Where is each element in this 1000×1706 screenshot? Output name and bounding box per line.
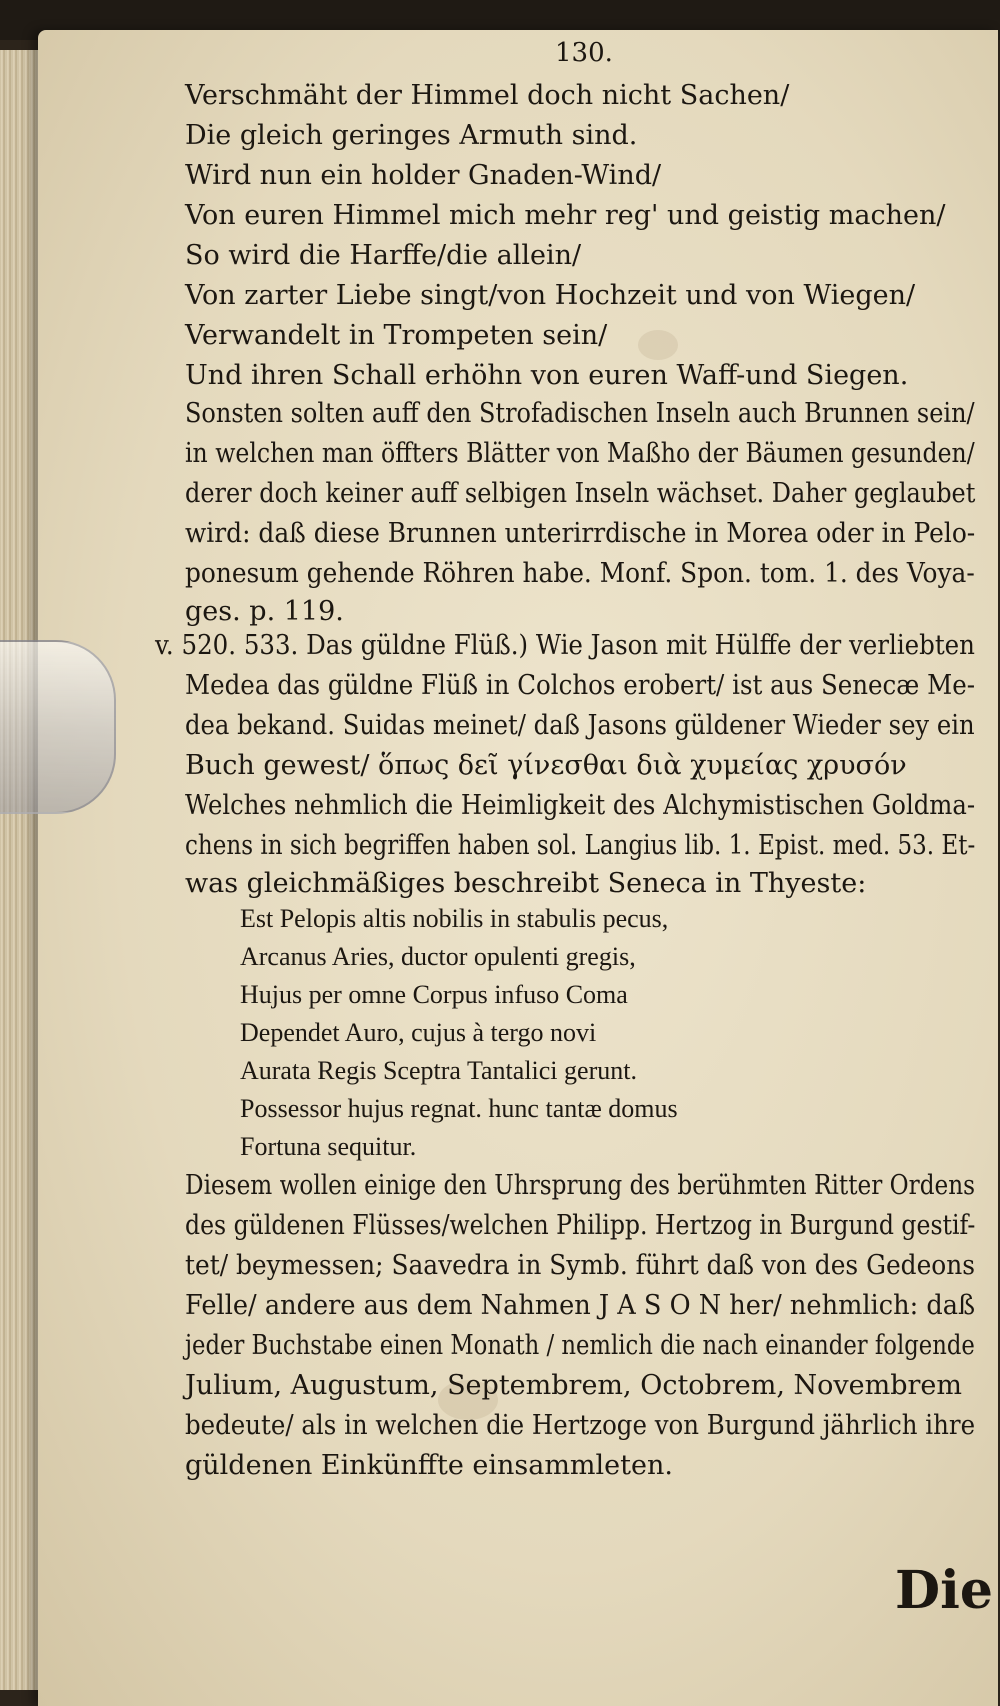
page-clip (0, 640, 116, 814)
prose-line: derer doch keiner auff selbigen Inseln wächset. Daher geglaubet (185, 478, 976, 509)
prose-line: Felle/ andere aus dem Nahmen J A S O N her/ nehmlich: daß (185, 1290, 976, 1321)
page-number: 130. (555, 38, 613, 68)
prose-line: jeder Buchstabe einen Monath / nemlich die nach einander folgende (185, 1330, 975, 1361)
latin-verse-line: Possessor hujus regnat. hunc tantæ domus (240, 1094, 678, 1123)
prose-line: Medea das güldne Flüß in Colchos erobert/ ist aus Senecæ Me- (185, 670, 976, 701)
prose-line: was gleichmäßiges beschreibt Seneca in Thyeste: (185, 868, 867, 899)
prose-line: ges. p. 119. (185, 596, 344, 627)
catchword: Die (895, 1560, 993, 1621)
prose-line: güldenen Einkünffte einsammleten. (185, 1450, 673, 1481)
poem-line: Und ihren Schall erhöhn von euren Waff-und Siegen. (185, 360, 909, 391)
latin-verse-line: Hujus per omne Corpus infuso Coma (240, 980, 628, 1009)
prose-line: chens in sich begriffen haben sol. Langius lib. 1. Epist. med. 53. Et- (185, 830, 976, 861)
prose-line: dea bekand. Suidas meinet/ daß Jasons güldener Wieder sey ein (185, 710, 975, 741)
prose-line: Sonsten solten auff den Strofadischen Inseln auch Brunnen sein/ (185, 398, 975, 429)
paper-stain (638, 330, 678, 360)
poem-line: Verschmäht der Himmel doch nicht Sachen/ (185, 80, 790, 111)
prose-line: wird: daß diese Brunnen unterirrdische in Morea oder in Pelo- (185, 518, 976, 549)
poem-line: Wird nun ein holder Gnaden-Wind/ (185, 160, 662, 191)
prose-line: ponesum gehende Röhren habe. Monf. Spon. tom. 1. des Voya- (185, 558, 975, 589)
latin-verse-line: Fortuna sequitur. (240, 1132, 417, 1161)
prose-line: Welches nehmlich die Heimligkeit des Alchymistischen Goldma- (185, 790, 976, 821)
poem-line: So wird die Harffe/die allein/ (185, 240, 582, 271)
prose-line: des güldenen Flüsses/welchen Philipp. Hertzog in Burgund gestif- (185, 1210, 976, 1241)
prose-line: Julium, Augustum, Septembrem, Octobrem, Novembrem (185, 1370, 962, 1401)
poem-line: Die gleich geringes Armuth sind. (185, 120, 638, 151)
poem-line: Von euren Himmel mich mehr reg' und geistig machen/ (185, 200, 946, 231)
prose-line: bedeute/ als in welchen die Hertzoge von Burgund jährlich ihre (185, 1410, 976, 1441)
prose-line: v. 520. 533. Das güldne Flüß.) Wie Jason mit Hülffe der verliebten (155, 630, 975, 661)
poem-line: Von zarter Liebe singt/von Hochzeit und von Wiegen/ (185, 280, 916, 311)
poem-line: Verwandelt in Trompeten sein/ (185, 320, 608, 351)
prose-line: in welchen man öffters Blätter von Maßho der Bäumen gesunden/ (185, 438, 975, 469)
prose-line: tet/ beymessen; Saavedra in Symb. führt daß von des Gedeons (185, 1250, 976, 1281)
latin-verse-line: Arcanus Aries, ductor opulenti gregis, (240, 942, 636, 971)
latin-verse-line: Dependet Auro, cujus à tergo novi (240, 1018, 597, 1047)
prose-line: Buch gewest/ ὅπως δεῖ γίνεσθαι διὰ χυμείας χρυσόν (185, 750, 907, 781)
latin-verse-line: Est Pelopis altis nobilis in stabulis pecus, (240, 904, 669, 933)
prose-line: Diesem wollen einige den Uhrsprung des berühmten Ritter Ordens (185, 1170, 976, 1201)
latin-verse-line: Aurata Regis Sceptra Tantalici gerunt. (240, 1056, 637, 1085)
